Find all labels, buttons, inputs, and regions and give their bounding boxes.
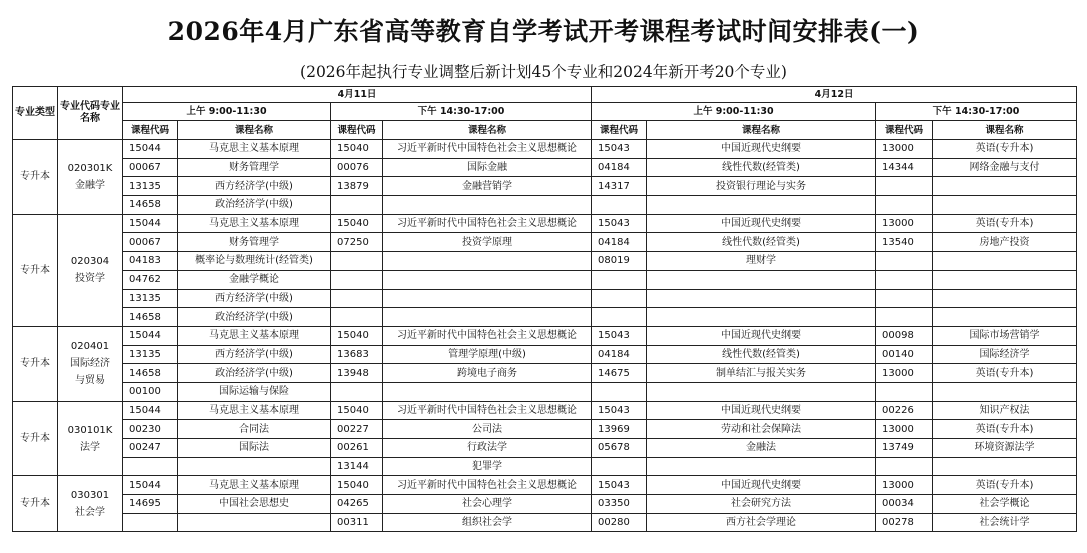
course-name-cell: 马克思主义基本原理 <box>178 401 331 420</box>
course-code-cell: 13000 <box>876 420 933 439</box>
course-code-cell: 04184 <box>592 158 647 177</box>
course-name-cell <box>647 196 876 215</box>
course-code-cell: 14344 <box>876 158 933 177</box>
course-code-cell: 00140 <box>876 345 933 364</box>
course-code-cell <box>876 177 933 196</box>
course-name-cell <box>933 252 1077 271</box>
course-code-cell: 14695 <box>123 495 178 514</box>
course-code-cell: 15040 <box>331 140 383 159</box>
course-code-cell: 13879 <box>331 177 383 196</box>
table-row <box>13 382 1077 401</box>
header-course-code: 课程代码 <box>123 121 178 140</box>
course-code-cell: 05678 <box>592 439 647 458</box>
course-name-cell <box>383 252 592 271</box>
course-name-cell: 国际运输与保险 <box>178 382 331 401</box>
table-row <box>13 326 1077 345</box>
header-major-code-name: 专业代码专业名称 <box>58 87 123 140</box>
course-code-cell: 00100 <box>123 382 178 401</box>
major-type-cell: 专升本 <box>13 401 58 476</box>
course-name-cell: 西方经济学(中级) <box>178 345 331 364</box>
course-code-cell: 14317 <box>592 177 647 196</box>
course-name-cell <box>383 308 592 327</box>
course-name-cell <box>178 513 331 532</box>
course-name-cell: 中国近现代史纲要 <box>647 326 876 345</box>
course-code-cell <box>876 457 933 476</box>
course-name-cell: 英语(专升本) <box>933 214 1077 233</box>
major-code: 020304 <box>70 256 110 268</box>
course-name-cell: 习近平新时代中国特色社会主义思想概论 <box>383 214 592 233</box>
course-code-cell: 14658 <box>123 308 178 327</box>
course-code-cell: 13000 <box>876 364 933 383</box>
course-name-cell <box>933 457 1077 476</box>
course-name-cell: 中国近现代史纲要 <box>647 214 876 233</box>
course-name-cell <box>647 308 876 327</box>
table-row <box>13 214 1077 233</box>
table-row <box>13 252 1077 271</box>
course-code-cell: 03350 <box>592 495 647 514</box>
course-code-cell: 00278 <box>876 513 933 532</box>
course-name-cell: 国际法 <box>178 439 331 458</box>
course-code-cell <box>876 252 933 271</box>
course-code-cell: 14658 <box>123 196 178 215</box>
course-name-cell: 政治经济学(中级) <box>178 196 331 215</box>
course-code-cell: 00067 <box>123 233 178 252</box>
course-name-cell: 中国近现代史纲要 <box>647 476 876 495</box>
major-name: 金融学 <box>75 179 105 191</box>
course-code-cell: 13969 <box>592 420 647 439</box>
course-name-cell: 中国近现代史纲要 <box>647 140 876 159</box>
table-row <box>13 270 1077 289</box>
course-name-cell: 制单结汇与报关实务 <box>647 364 876 383</box>
course-code-cell: 14675 <box>592 364 647 383</box>
course-name-cell: 英语(专升本) <box>933 140 1077 159</box>
course-code-cell: 14658 <box>123 364 178 383</box>
table-row <box>13 196 1077 215</box>
course-code-cell <box>331 270 383 289</box>
header-course-name: 课程名称 <box>178 121 331 140</box>
major-code: 020301K <box>67 162 113 174</box>
course-code-cell: 00311 <box>331 513 383 532</box>
course-code-cell: 07250 <box>331 233 383 252</box>
course-name-cell: 社会研究方法 <box>647 495 876 514</box>
course-code-cell: 15040 <box>331 476 383 495</box>
major-cell <box>58 214 123 326</box>
course-code-cell <box>331 196 383 215</box>
course-name-cell: 社会统计学 <box>933 513 1077 532</box>
course-name-cell: 理财学 <box>647 252 876 271</box>
header-course-name: 课程名称 <box>933 121 1077 140</box>
header-day1: 4月11日 <box>123 87 592 103</box>
course-name-cell: 知识产权法 <box>933 401 1077 420</box>
course-code-cell: 13683 <box>331 345 383 364</box>
header-row-dates <box>13 87 1077 103</box>
exam-schedule-table <box>12 86 1077 532</box>
course-name-cell: 国际市场营销学 <box>933 326 1077 345</box>
course-name-cell: 习近平新时代中国特色社会主义思想概论 <box>383 476 592 495</box>
course-code-cell <box>592 196 647 215</box>
course-name-cell: 金融营销学 <box>383 177 592 196</box>
course-name-cell: 线性代数(经管类) <box>647 345 876 364</box>
course-code-cell: 00261 <box>331 439 383 458</box>
major-cell <box>58 401 123 476</box>
course-name-cell: 国际金融 <box>383 158 592 177</box>
course-name-cell: 中国近现代史纲要 <box>647 401 876 420</box>
course-code-cell: 00247 <box>123 439 178 458</box>
major-code: 030301 <box>70 489 110 501</box>
major-type-cell: 专升本 <box>13 476 58 532</box>
course-name-cell: 跨境电子商务 <box>383 364 592 383</box>
course-code-cell: 13540 <box>876 233 933 252</box>
course-name-cell <box>383 382 592 401</box>
schedule-body <box>13 140 1077 532</box>
major-type-cell: 专升本 <box>13 326 58 401</box>
course-name-cell: 社会心理学 <box>383 495 592 514</box>
course-name-cell: 国际经济学 <box>933 345 1077 364</box>
header-day1-am: 上午 9:00-11:30 <box>123 103 331 121</box>
course-name-cell: 西方经济学(中级) <box>178 289 331 308</box>
table-row <box>13 345 1077 364</box>
course-code-cell: 04184 <box>592 233 647 252</box>
header-row-columns <box>13 121 1077 140</box>
course-name-cell <box>383 270 592 289</box>
course-name-cell: 公司法 <box>383 420 592 439</box>
course-name-cell: 合同法 <box>178 420 331 439</box>
course-name-cell: 犯罪学 <box>383 457 592 476</box>
header-course-code: 课程代码 <box>876 121 933 140</box>
header-day2-am: 上午 9:00-11:30 <box>592 103 876 121</box>
table-row <box>13 495 1077 514</box>
course-name-cell: 马克思主义基本原理 <box>178 140 331 159</box>
course-name-cell: 概率论与数理统计(经管类) <box>178 252 331 271</box>
course-code-cell: 15044 <box>123 214 178 233</box>
table-row <box>13 308 1077 327</box>
course-code-cell <box>876 289 933 308</box>
course-name-cell: 西方经济学(中级) <box>178 177 331 196</box>
course-name-cell <box>647 382 876 401</box>
major-name: 社会学 <box>75 506 105 518</box>
course-name-cell: 房地产投资 <box>933 233 1077 252</box>
table-row <box>13 289 1077 308</box>
course-name-cell: 管理学原理(中级) <box>383 345 592 364</box>
course-name-cell: 金融学概论 <box>178 270 331 289</box>
course-code-cell: 04183 <box>123 252 178 271</box>
course-code-cell: 00067 <box>123 158 178 177</box>
course-name-cell: 行政法学 <box>383 439 592 458</box>
course-code-cell: 00230 <box>123 420 178 439</box>
major-type-cell: 专升本 <box>13 140 58 215</box>
course-name-cell: 马克思主义基本原理 <box>178 326 331 345</box>
course-code-cell <box>331 308 383 327</box>
page-title: 2026年4月广东省高等教育自学考试开考课程考试时间安排表(一) <box>167 17 920 46</box>
course-name-cell: 政治经济学(中级) <box>178 364 331 383</box>
header-major-type: 专业类型 <box>13 87 58 140</box>
table-row <box>13 513 1077 532</box>
course-code-cell: 13749 <box>876 439 933 458</box>
header-day1-pm: 下午 14:30-17:00 <box>331 103 592 121</box>
course-name-cell: 政治经济学(中级) <box>178 308 331 327</box>
major-name: 法学 <box>80 441 100 453</box>
course-code-cell <box>331 289 383 308</box>
course-code-cell: 15044 <box>123 140 178 159</box>
course-name-cell: 线性代数(经管类) <box>647 158 876 177</box>
course-name-cell: 马克思主义基本原理 <box>178 476 331 495</box>
course-code-cell: 15044 <box>123 476 178 495</box>
header-course-name: 课程名称 <box>383 121 592 140</box>
major-name: 国际经济与贸易 <box>70 358 110 387</box>
header-day2-pm: 下午 14:30-17:00 <box>876 103 1077 121</box>
course-code-cell: 15044 <box>123 401 178 420</box>
course-name-cell <box>647 270 876 289</box>
course-name-cell: 劳动和社会保障法 <box>647 420 876 439</box>
course-code-cell: 13144 <box>331 457 383 476</box>
course-code-cell <box>592 270 647 289</box>
course-code-cell: 00076 <box>331 158 383 177</box>
table-row <box>13 420 1077 439</box>
course-code-cell: 00034 <box>876 495 933 514</box>
major-code: 020401 <box>70 341 110 353</box>
course-code-cell: 15043 <box>592 214 647 233</box>
course-name-cell: 投资银行理论与实务 <box>647 177 876 196</box>
course-code-cell: 13135 <box>123 177 178 196</box>
course-code-cell: 15040 <box>331 401 383 420</box>
course-code-cell: 15043 <box>592 401 647 420</box>
course-code-cell <box>123 457 178 476</box>
course-code-cell: 00098 <box>876 326 933 345</box>
table-row <box>13 177 1077 196</box>
course-name-cell: 习近平新时代中国特色社会主义思想概论 <box>383 140 592 159</box>
course-code-cell: 13948 <box>331 364 383 383</box>
page-subtitle: (2026年起执行专业调整后新计划45个专业和2024年新开考20个专业) <box>300 63 787 81</box>
course-name-cell: 组织社会学 <box>383 513 592 532</box>
table-row <box>13 364 1077 383</box>
course-code-cell <box>592 457 647 476</box>
course-code-cell <box>592 289 647 308</box>
course-name-cell <box>933 308 1077 327</box>
course-code-cell: 04184 <box>592 345 647 364</box>
course-code-cell <box>876 382 933 401</box>
header-course-code: 课程代码 <box>331 121 383 140</box>
course-name-cell <box>383 289 592 308</box>
major-cell <box>58 476 123 532</box>
course-name-cell <box>933 196 1077 215</box>
major-cell <box>58 326 123 401</box>
course-name-cell: 习近平新时代中国特色社会主义思想概论 <box>383 326 592 345</box>
course-code-cell <box>331 382 383 401</box>
table-row <box>13 401 1077 420</box>
course-name-cell: 英语(专升本) <box>933 476 1077 495</box>
course-code-cell: 15043 <box>592 476 647 495</box>
course-code-cell: 15044 <box>123 326 178 345</box>
course-name-cell <box>933 382 1077 401</box>
course-name-cell: 线性代数(经管类) <box>647 233 876 252</box>
course-name-cell <box>647 457 876 476</box>
course-code-cell: 13000 <box>876 214 933 233</box>
course-name-cell: 环境资源法学 <box>933 439 1077 458</box>
table-row <box>13 439 1077 458</box>
course-code-cell: 15043 <box>592 140 647 159</box>
course-name-cell <box>647 289 876 308</box>
course-name-cell: 投资学原理 <box>383 233 592 252</box>
course-name-cell: 西方社会学理论 <box>647 513 876 532</box>
table-row <box>13 476 1077 495</box>
header-course-name: 课程名称 <box>647 121 876 140</box>
course-name-cell <box>383 196 592 215</box>
course-name-cell: 习近平新时代中国特色社会主义思想概论 <box>383 401 592 420</box>
course-code-cell <box>876 270 933 289</box>
table-row <box>13 140 1077 159</box>
course-code-cell: 13000 <box>876 476 933 495</box>
course-code-cell: 08019 <box>592 252 647 271</box>
course-code-cell: 00280 <box>592 513 647 532</box>
table-row <box>13 158 1077 177</box>
course-code-cell: 15043 <box>592 326 647 345</box>
course-name-cell: 英语(专升本) <box>933 420 1077 439</box>
course-code-cell <box>592 308 647 327</box>
header-row-sessions <box>13 103 1077 121</box>
course-name-cell <box>933 177 1077 196</box>
course-name-cell: 社会学概论 <box>933 495 1077 514</box>
major-type-cell: 专升本 <box>13 214 58 326</box>
course-code-cell: 00227 <box>331 420 383 439</box>
major-cell <box>58 140 123 215</box>
course-name-cell: 马克思主义基本原理 <box>178 214 331 233</box>
course-code-cell <box>123 513 178 532</box>
course-code-cell: 13000 <box>876 140 933 159</box>
course-code-cell: 00226 <box>876 401 933 420</box>
course-code-cell: 15040 <box>331 214 383 233</box>
course-code-cell: 15040 <box>331 326 383 345</box>
header-day2: 4月12日 <box>592 87 1077 103</box>
header-course-code: 课程代码 <box>592 121 647 140</box>
major-code: 030101K <box>67 424 113 436</box>
course-code-cell <box>876 308 933 327</box>
course-name-cell <box>933 270 1077 289</box>
course-code-cell: 04265 <box>331 495 383 514</box>
course-code-cell <box>592 382 647 401</box>
table-row <box>13 457 1077 476</box>
course-code-cell <box>331 252 383 271</box>
course-name-cell: 英语(专升本) <box>933 364 1077 383</box>
course-code-cell: 13135 <box>123 289 178 308</box>
course-name-cell: 网络金融与支付 <box>933 158 1077 177</box>
course-name-cell: 中国社会思想史 <box>178 495 331 514</box>
table-row <box>13 233 1077 252</box>
course-code-cell: 13135 <box>123 345 178 364</box>
course-name-cell: 财务管理学 <box>178 233 331 252</box>
course-code-cell <box>876 196 933 215</box>
course-name-cell <box>933 289 1077 308</box>
course-code-cell: 04762 <box>123 270 178 289</box>
course-name-cell: 金融法 <box>647 439 876 458</box>
course-name-cell: 财务管理学 <box>178 158 331 177</box>
course-name-cell <box>178 457 331 476</box>
major-name: 投资学 <box>75 273 105 285</box>
